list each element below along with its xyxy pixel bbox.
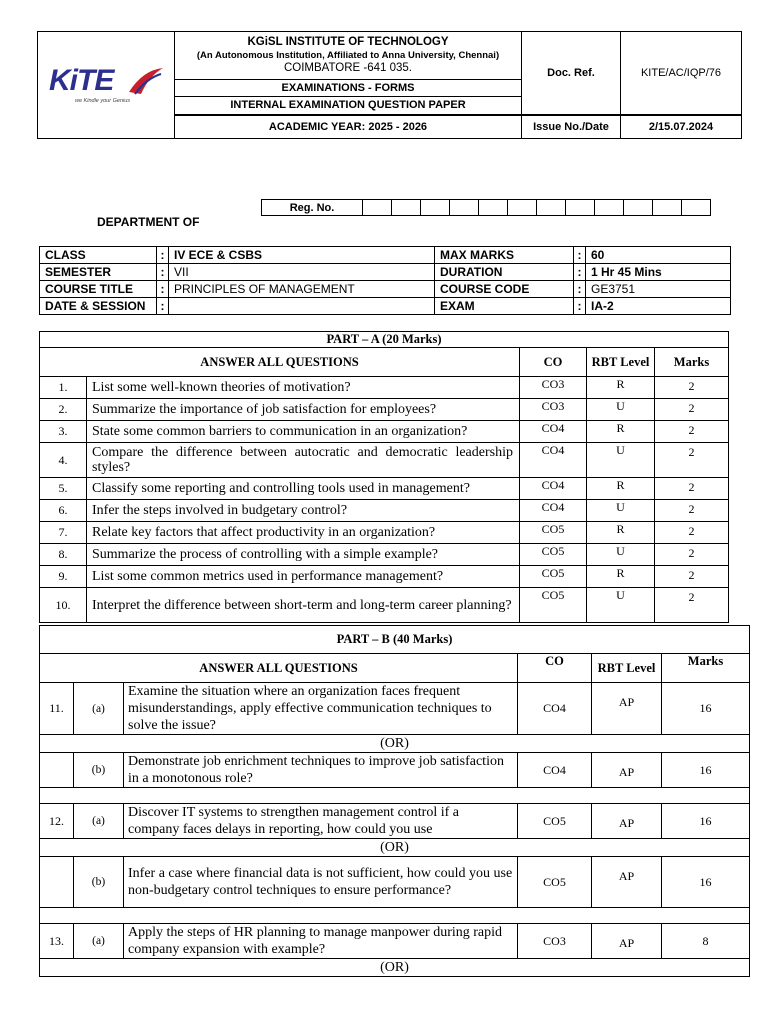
part-a-questions xyxy=(40,377,729,623)
doc-ref-label: Doc. Ref. xyxy=(522,32,621,115)
question-number: 2. xyxy=(40,399,87,421)
question-number: 3. xyxy=(40,421,87,443)
col-co-header: CO xyxy=(520,348,587,377)
question-number: 1. xyxy=(40,377,87,399)
question-co: CO3 xyxy=(518,924,592,959)
max-marks-label: MAX MARKS xyxy=(435,247,574,264)
question-co: CO4 xyxy=(520,478,587,500)
question-co: CO5 xyxy=(520,588,587,623)
doc-ref-value: KITE/AC/IQP/76 xyxy=(621,32,742,115)
question-co: CO4 xyxy=(520,421,587,443)
question-number: 10. xyxy=(40,588,87,623)
question-marks: 2 xyxy=(655,443,729,478)
question-marks: 16 xyxy=(662,753,750,788)
col-co-header: CO xyxy=(518,654,592,683)
question-row xyxy=(40,443,729,478)
question-subpart: (a) xyxy=(74,683,124,735)
question-co: CO3 xyxy=(520,399,587,421)
question-text: Summarize the process of controlling with a simple example? xyxy=(87,544,520,566)
colon: : xyxy=(574,298,586,315)
part-b-questions xyxy=(40,683,750,977)
question-marks: 2 xyxy=(655,478,729,500)
question-row xyxy=(40,683,750,735)
institute-cell xyxy=(175,32,522,80)
question-number: 13. xyxy=(40,924,74,959)
question-text: List some well-known theories of motivation? xyxy=(87,377,520,399)
question-text: Interpret the difference between short-term and long-term career planning? xyxy=(87,588,520,623)
question-text: Examine the situation where an organization faces frequent misunderstandings, apply effective communication techniques to solve the issue? xyxy=(124,683,518,735)
question-rbt: AP xyxy=(592,753,662,788)
spacer-row xyxy=(40,788,750,804)
duration-label: DURATION xyxy=(435,264,574,281)
question-co: CO3 xyxy=(520,377,587,399)
institute-name: KGiSL INSTITUTE OF TECHNOLOGY xyxy=(247,36,449,49)
part-a-table xyxy=(39,331,729,623)
question-marks: 2 xyxy=(655,500,729,522)
question-row xyxy=(40,566,729,588)
part-b-title: PART – B (40 Marks) xyxy=(40,626,750,654)
question-text: Summarize the importance of job satisfaction for employees? xyxy=(87,399,520,421)
date-session-value[interactable] xyxy=(169,298,435,315)
question-number: 11. xyxy=(40,683,74,735)
question-number: 6. xyxy=(40,500,87,522)
question-number: 8. xyxy=(40,544,87,566)
logo-tagline: we Kindle your Genius xyxy=(75,98,131,104)
question-co: CO5 xyxy=(520,566,587,588)
question-text: Infer the steps involved in budgetary control? xyxy=(87,500,520,522)
spacer-cell xyxy=(40,788,750,804)
colon: : xyxy=(157,247,169,264)
spacer-row xyxy=(40,908,750,924)
semester-value: VII xyxy=(169,264,435,281)
question-number: 4. xyxy=(40,443,87,478)
question-row xyxy=(40,500,729,522)
question-subpart: (a) xyxy=(74,804,124,839)
question-row xyxy=(40,924,750,959)
max-marks-value: 60 xyxy=(586,247,731,264)
question-row xyxy=(40,478,729,500)
reg-no-box[interactable] xyxy=(595,200,624,216)
semester-label: SEMESTER xyxy=(40,264,157,281)
question-rbt: R xyxy=(587,377,655,399)
question-text: List some common metrics used in performance management? xyxy=(87,566,520,588)
question-rbt: R xyxy=(587,478,655,500)
col-rbt-header: RBT Level xyxy=(587,348,655,377)
question-rbt: AP xyxy=(592,804,662,839)
question-text: Infer a case where financial data is not sufficient, how could you use non-budgetary control techniques to ensure performance? xyxy=(124,857,518,908)
reg-no-box[interactable] xyxy=(392,200,421,216)
or-label: (OR) xyxy=(40,959,750,977)
or-row xyxy=(40,959,750,977)
question-marks: 2 xyxy=(655,522,729,544)
spacer-cell xyxy=(40,908,750,924)
question-row xyxy=(40,522,729,544)
question-row xyxy=(40,544,729,566)
question-number: 9. xyxy=(40,566,87,588)
question-rbt: U xyxy=(587,588,655,623)
exam-value: IA-2 xyxy=(586,298,731,315)
question-rbt: AP xyxy=(592,683,662,735)
department-label: DEPARTMENT OF xyxy=(97,215,200,229)
question-rbt: U xyxy=(587,399,655,421)
colon: : xyxy=(574,281,586,298)
colon: : xyxy=(574,247,586,264)
kite-logo xyxy=(47,62,165,108)
examinations-label: EXAMINATIONS - FORMS xyxy=(175,79,522,96)
question-subpart: (b) xyxy=(74,753,124,788)
colon: : xyxy=(157,281,169,298)
question-marks: 16 xyxy=(662,857,750,908)
part-b-instruction: ANSWER ALL QUESTIONS xyxy=(40,654,518,683)
logo-swoosh-icon xyxy=(127,66,165,96)
colon: : xyxy=(574,264,586,281)
col-marks-header: Marks xyxy=(662,654,750,683)
question-text: Demonstrate job enrichment techniques to improve job satisfaction in a monotonous role? xyxy=(124,753,518,788)
reg-no-box[interactable] xyxy=(682,200,711,216)
question-marks: 2 xyxy=(655,544,729,566)
paper-title: INTERNAL EXAMINATION QUESTION PAPER xyxy=(175,97,522,114)
course-code-value: GE3751 xyxy=(586,281,731,298)
question-rbt: U xyxy=(587,443,655,478)
header-table xyxy=(37,31,742,139)
part-a-instruction: ANSWER ALL QUESTIONS xyxy=(40,348,520,377)
question-row xyxy=(40,857,750,908)
question-row xyxy=(40,399,729,421)
reg-no-label: Reg. No. xyxy=(262,200,363,216)
question-number: 12. xyxy=(40,804,74,839)
question-marks: 16 xyxy=(662,804,750,839)
question-row xyxy=(40,753,750,788)
question-text: Discover IT systems to strengthen management control if a company faces delays in reporting, how could you use xyxy=(124,804,518,839)
logo-wordmark: KiTE xyxy=(49,64,114,97)
question-number xyxy=(40,753,74,788)
question-marks: 2 xyxy=(655,377,729,399)
issue-value: 2/15.07.2024 xyxy=(621,115,742,138)
question-co: CO5 xyxy=(520,544,587,566)
question-text: Classify some reporting and controlling tools used in management? xyxy=(87,478,520,500)
question-text: Apply the steps of HR planning to manage manpower during rapid company expansion with example? xyxy=(124,924,518,959)
question-co: CO5 xyxy=(520,522,587,544)
question-co: CO4 xyxy=(518,683,592,735)
question-marks: 8 xyxy=(662,924,750,959)
question-text: Relate key factors that affect productivity in an organization? xyxy=(87,522,520,544)
class-value: IV ECE & CSBS xyxy=(169,247,435,264)
question-co: CO4 xyxy=(520,500,587,522)
course-info-table xyxy=(39,246,731,315)
class-label: CLASS xyxy=(40,247,157,264)
date-session-label: DATE & SESSION xyxy=(40,298,157,315)
question-marks: 2 xyxy=(655,566,729,588)
institute-city: COIMBATORE -641 035. xyxy=(283,62,413,75)
question-marks: 2 xyxy=(655,421,729,443)
question-row xyxy=(40,588,729,623)
reg-no-box[interactable] xyxy=(566,200,595,216)
question-rbt: R xyxy=(587,421,655,443)
col-rbt-header: RBT Level xyxy=(592,654,662,683)
exam-label: EXAM xyxy=(435,298,574,315)
question-row xyxy=(40,804,750,839)
col-marks-header: Marks xyxy=(655,348,729,377)
question-row xyxy=(40,377,729,399)
or-row xyxy=(40,839,750,857)
or-row xyxy=(40,735,750,753)
question-text: Compare the difference between autocratic and democratic leadership styles? xyxy=(87,443,520,478)
question-rbt: U xyxy=(587,500,655,522)
course-title-value: PRINCIPLES OF MANAGEMENT xyxy=(169,281,435,298)
reg-no-box[interactable] xyxy=(421,200,450,216)
reg-no-box[interactable] xyxy=(624,200,653,216)
question-co: CO4 xyxy=(518,753,592,788)
question-number: 7. xyxy=(40,522,87,544)
or-label: (OR) xyxy=(40,735,750,753)
question-rbt: AP xyxy=(592,924,662,959)
issue-label: Issue No./Date xyxy=(522,115,621,138)
logo-cell xyxy=(38,32,175,139)
reg-no-box[interactable] xyxy=(479,200,508,216)
question-marks: 2 xyxy=(655,588,729,623)
question-rbt: U xyxy=(587,544,655,566)
question-rbt: AP xyxy=(592,857,662,908)
or-label: (OR) xyxy=(40,839,750,857)
question-rbt: R xyxy=(587,522,655,544)
question-rbt: R xyxy=(587,566,655,588)
colon: : xyxy=(157,298,169,315)
question-co: CO5 xyxy=(518,857,592,908)
question-text: State some common barriers to communication in an organization? xyxy=(87,421,520,443)
course-code-label: COURSE CODE xyxy=(435,281,574,298)
question-co: CO5 xyxy=(518,804,592,839)
reg-no-box[interactable] xyxy=(653,200,682,216)
question-subpart: (a) xyxy=(74,924,124,959)
academic-year: ACADEMIC YEAR: 2025 - 2026 xyxy=(175,115,522,138)
question-number: 5. xyxy=(40,478,87,500)
colon: : xyxy=(157,264,169,281)
reg-no-box[interactable] xyxy=(363,200,392,216)
reg-no-box[interactable] xyxy=(537,200,566,216)
question-co: CO4 xyxy=(520,443,587,478)
question-number xyxy=(40,857,74,908)
question-marks: 2 xyxy=(655,399,729,421)
institute-affiliation: (An Autonomous Institution, Affiliated to Anna University, Chennai) xyxy=(196,49,500,61)
reg-no-table xyxy=(261,199,711,216)
reg-no-box[interactable] xyxy=(450,200,479,216)
question-row xyxy=(40,421,729,443)
course-title-label: COURSE TITLE xyxy=(40,281,157,298)
part-a-title: PART – A (20 Marks) xyxy=(40,332,729,348)
part-b-table xyxy=(39,625,750,977)
question-marks: 16 xyxy=(662,683,750,735)
duration-value: 1 Hr 45 Mins xyxy=(586,264,731,281)
reg-no-box[interactable] xyxy=(508,200,537,216)
question-subpart: (b) xyxy=(74,857,124,908)
